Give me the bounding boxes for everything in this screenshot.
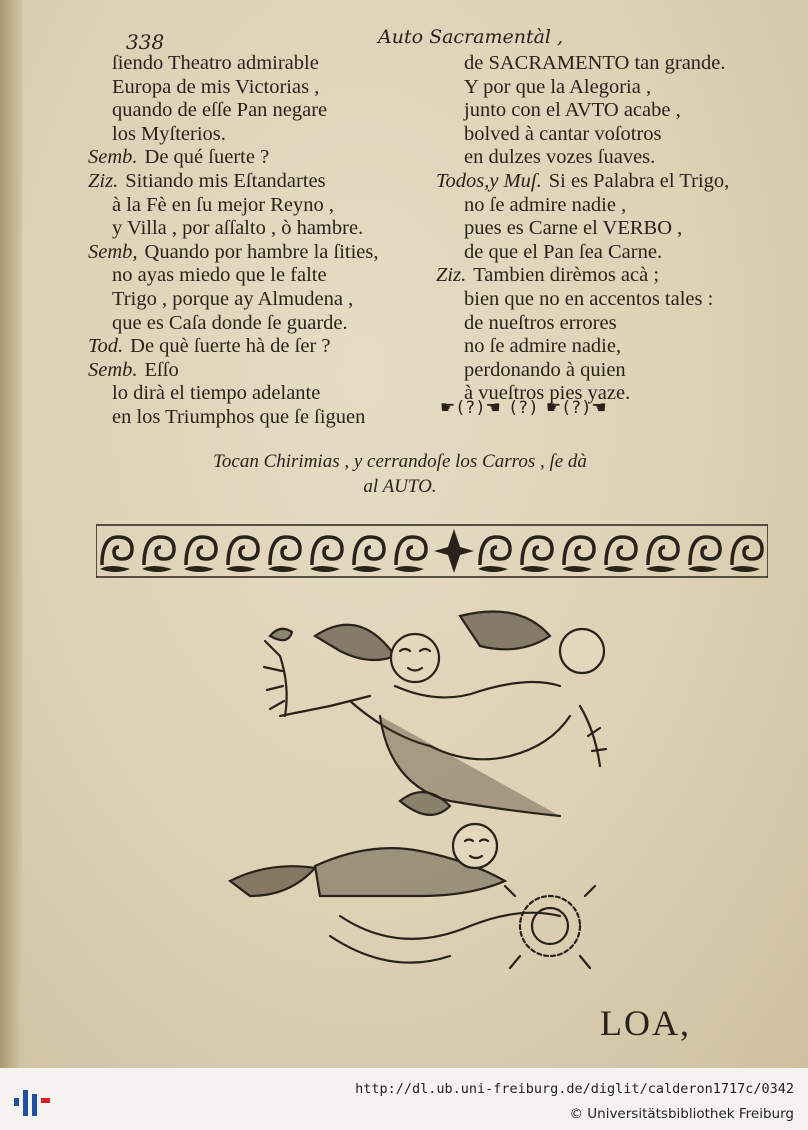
ornament-scroll xyxy=(184,537,216,572)
verse-text: De què ſuerte hà de ſer ? xyxy=(130,335,331,358)
verse-text: no ſe admire nadie , xyxy=(464,193,627,216)
verse-line xyxy=(88,335,428,359)
verse-line xyxy=(88,217,428,241)
ornament-scroll xyxy=(310,537,342,572)
speaker-label: Semb. xyxy=(88,146,138,169)
verse-line xyxy=(88,194,428,218)
verse-text: ſiendo Theatro admirable xyxy=(112,52,319,74)
verse-text: à vueſtros pies yaze. xyxy=(464,382,631,405)
ornament-scroll xyxy=(268,537,300,572)
verse-text: no ayas miedo que le falte xyxy=(112,264,327,287)
ornament-scroll xyxy=(226,537,258,572)
verse-text: Europa de mis Victorias , xyxy=(112,75,320,98)
catchword: LOA, xyxy=(600,1003,691,1043)
verse-text: De qué ſuerte ? xyxy=(144,146,270,169)
verse-line xyxy=(88,382,428,406)
verse-line xyxy=(88,359,428,383)
verse-line xyxy=(436,146,776,170)
verse-line xyxy=(436,217,776,241)
speaker-label: Ziz. xyxy=(436,264,467,287)
speaker-label: Ziz. xyxy=(88,169,119,192)
verse-text: bolved à cantar voſotros xyxy=(464,122,662,145)
ornament-scroll xyxy=(478,537,510,572)
verse-text: y Villa , por aſſalto , ò hambre. xyxy=(112,217,364,240)
page-number: 338 xyxy=(126,30,165,54)
verse-line xyxy=(436,312,776,336)
verse-text: pues es Carne el VERBO , xyxy=(464,217,683,240)
verse-text: Eſſo xyxy=(144,358,179,381)
verse-text: de que el Pan ſea Carne. xyxy=(464,240,663,263)
verse-text: los Myſterios. xyxy=(112,122,226,145)
woodcut-cherubs-illustration xyxy=(220,596,620,981)
verse-line xyxy=(436,76,776,100)
stage-direction-line-2: al AUTO. xyxy=(363,476,437,497)
ornamental-border-band xyxy=(96,521,768,581)
verse-line xyxy=(88,123,428,147)
verse-line xyxy=(436,99,776,123)
ornament-scroll xyxy=(646,537,678,572)
verse-text: perdonando à quien xyxy=(464,358,626,381)
verse-line xyxy=(88,76,428,100)
verse-line xyxy=(436,170,776,194)
verse-line xyxy=(88,146,428,170)
verse-text: Si es Palabra el Trigo, xyxy=(548,169,730,192)
speaker-label: Todos,y Muſ. xyxy=(436,169,542,192)
verse-line xyxy=(88,264,428,288)
running-head: Auto Sacramentàl , xyxy=(378,26,564,48)
verse-line xyxy=(88,52,428,76)
ornament-scroll xyxy=(142,537,174,572)
ornament-scroll xyxy=(100,537,132,572)
library-logo-icon xyxy=(12,1084,54,1120)
source-url[interactable]: http://dl.ub.uni-freiburg.de/diglit/calderon1717c/0342 xyxy=(355,1081,794,1097)
verse-text: Y por que la Alegoria , xyxy=(464,75,652,98)
verse-line xyxy=(88,99,428,123)
library-footer xyxy=(0,1068,808,1130)
pointing-hands-line: ☛(?)☚ (?) ☛(?)☚ xyxy=(440,398,609,418)
verse-line xyxy=(436,335,776,359)
verse-line xyxy=(436,359,776,383)
verse-line xyxy=(436,241,776,265)
speaker-label: Semb, xyxy=(88,240,138,263)
ornament-scroll xyxy=(434,529,474,573)
verse-text: en dulzes vozes ſuaves. xyxy=(464,146,656,169)
verse-text: de SACRAMENTO tan grande. xyxy=(464,52,726,74)
right-text-column xyxy=(436,52,776,406)
verse-text: Sitiando mis Eſtandartes xyxy=(125,169,326,192)
verse-line xyxy=(88,288,428,312)
verse-text: que es Caſa donde ſe guarde. xyxy=(112,311,348,334)
stage-direction-line-1: Tocan Chirimias , y cerrandoſe los Carros , ſe dà xyxy=(213,451,587,472)
verse-text: de nueſtros errores xyxy=(464,311,617,334)
speaker-label: Tod. xyxy=(88,335,124,358)
verse-line xyxy=(436,194,776,218)
verse-line xyxy=(436,123,776,147)
copyright-notice: © Universitätsbibliothek Freiburg xyxy=(569,1106,794,1122)
ornament-scroll xyxy=(352,537,384,572)
verse-line xyxy=(88,406,428,430)
verse-text: no ſe admire nadie, xyxy=(464,335,622,358)
ornament-scroll xyxy=(562,537,594,572)
ornament-scroll xyxy=(520,537,552,572)
verse-text: quando de eſſe Pan negare xyxy=(112,99,328,122)
ornament-scroll xyxy=(688,537,720,572)
left-text-column xyxy=(88,52,428,430)
verse-line xyxy=(436,288,776,312)
verse-line xyxy=(88,312,428,336)
verse-text: Tambien dirèmos acà ; xyxy=(473,264,660,287)
verse-text: Trigo , porque ay Almudena , xyxy=(112,287,354,310)
verse-text: bien que no en accentos tales : xyxy=(464,287,714,310)
speaker-label: Semb. xyxy=(88,358,138,381)
verse-line xyxy=(436,52,776,76)
ornament-scroll xyxy=(394,537,426,572)
verse-text: à la Fè en ſu mejor Reyno , xyxy=(112,193,335,216)
verse-text: junto con el AVTO acabe , xyxy=(464,99,681,122)
verse-line xyxy=(88,170,428,194)
verse-text: Quando por hambre la ſities, xyxy=(144,240,379,263)
verse-line xyxy=(88,241,428,265)
ornament-scroll xyxy=(604,537,636,572)
ornament-scroll xyxy=(730,537,762,572)
verse-text: lo dirà el tiempo adelante xyxy=(112,382,321,405)
verse-line xyxy=(436,264,776,288)
verse-text: en los Triumphos que ſe ſiguen xyxy=(112,405,366,428)
